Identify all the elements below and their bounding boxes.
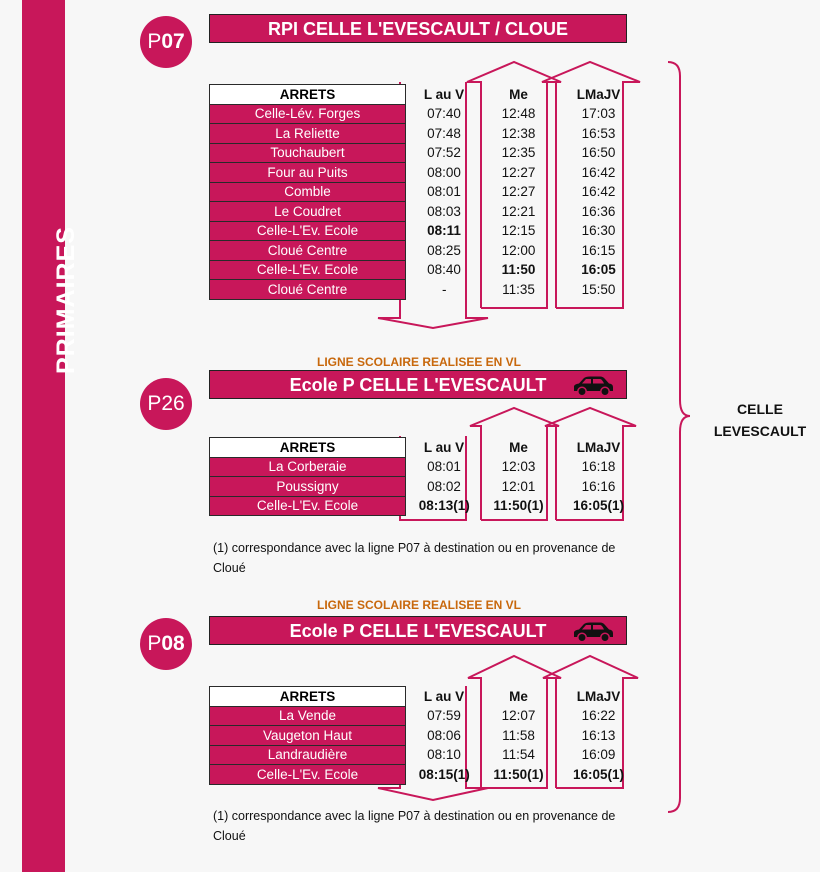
time-lv: 08:25 bbox=[427, 242, 461, 258]
stop-name: Celle-L'Ev. Ecole bbox=[210, 260, 406, 280]
time-lmajv: 16:16 bbox=[581, 478, 616, 494]
time-lmajv: 16:30 bbox=[581, 223, 616, 239]
region-label-line: CELLE bbox=[737, 401, 783, 417]
time-me: 12:27 bbox=[501, 164, 536, 180]
region-bracket bbox=[668, 62, 690, 812]
header-me: Me bbox=[509, 688, 528, 704]
time-me: 12:21 bbox=[501, 203, 536, 219]
table-header-row bbox=[210, 438, 639, 458]
time-me: 11:35 bbox=[502, 281, 535, 297]
header-lmajv: LMaJV bbox=[576, 439, 621, 455]
header-lv: L au V bbox=[423, 688, 465, 704]
time-lmajv: 16:22 bbox=[581, 708, 616, 724]
footnote-line: Cloué bbox=[213, 829, 246, 843]
time-lv: 08:06 bbox=[427, 727, 461, 743]
footnote-line: (1) correspondance avec la ligne P07 à destination ou en provenance de bbox=[213, 541, 616, 555]
p26-footnote bbox=[213, 538, 653, 578]
table-row bbox=[210, 104, 639, 124]
p26-title bbox=[209, 370, 627, 399]
time-me: 12:38 bbox=[501, 125, 536, 141]
car-icon bbox=[570, 375, 616, 397]
time-me: 11:50(1) bbox=[493, 498, 544, 514]
p07-title: RPI CELLE L'EVESCAULT / CLOUE bbox=[209, 14, 627, 43]
header-stops: ARRETS bbox=[210, 85, 406, 105]
stop-name: Poussigny bbox=[210, 477, 406, 497]
table-header-row bbox=[210, 85, 639, 105]
stop-name: Cloué Centre bbox=[210, 241, 406, 261]
time-lv: 08:00 bbox=[427, 164, 461, 180]
time-lmajv: 16:15 bbox=[581, 242, 616, 258]
stop-name: Vaugeton Haut bbox=[210, 726, 406, 746]
stop-name: La Reliette bbox=[210, 124, 406, 144]
time-lv: 08:02 bbox=[427, 478, 461, 494]
time-lv: 08:40 bbox=[427, 262, 461, 278]
stop-name: La Corberaie bbox=[210, 457, 406, 477]
time-lmajv: 16:05 bbox=[581, 262, 616, 278]
table-row bbox=[210, 726, 639, 746]
table-row bbox=[210, 765, 639, 785]
stop-name: Cloué Centre bbox=[210, 280, 406, 300]
time-lmajv: 16:05(1) bbox=[572, 766, 625, 782]
stop-name: Touchaubert bbox=[210, 143, 406, 163]
table-row bbox=[210, 477, 639, 497]
time-lv: 08:15(1) bbox=[418, 766, 470, 782]
table-row bbox=[210, 163, 639, 183]
time-me: 11:54 bbox=[502, 747, 535, 763]
time-lmajv: 16:05(1) bbox=[572, 498, 625, 514]
sidebar-band bbox=[22, 0, 80, 872]
time-me: 11:58 bbox=[502, 727, 535, 743]
time-me: 12:48 bbox=[501, 106, 536, 122]
p26-vl-note: LIGNE SCOLAIRE REALISEE EN VL bbox=[316, 355, 522, 369]
time-lmajv: 17:03 bbox=[581, 106, 616, 122]
table-row bbox=[210, 706, 639, 726]
footnote-line: Cloué bbox=[213, 561, 246, 575]
stop-name: Landraudière bbox=[210, 745, 406, 765]
time-lv: 08:03 bbox=[427, 203, 461, 219]
table-row bbox=[210, 124, 639, 144]
header-lv: L au V bbox=[423, 86, 465, 102]
region-label bbox=[700, 398, 820, 442]
p08-title-text: Ecole P CELLE L'EVESCAULT bbox=[289, 621, 547, 641]
table-row bbox=[210, 260, 639, 280]
stop-name: Comble bbox=[210, 182, 406, 202]
p08-timetable bbox=[209, 686, 639, 785]
time-lv: 08:10 bbox=[427, 747, 461, 763]
stop-name: Celle-Lév. Forges bbox=[210, 104, 406, 124]
time-lv: 07:40 bbox=[427, 106, 461, 122]
p08-footnote bbox=[213, 806, 653, 846]
table-row bbox=[210, 182, 639, 202]
time-lv: 08:11 bbox=[427, 223, 461, 239]
header-stops: ARRETS bbox=[210, 438, 406, 458]
table-row bbox=[210, 745, 639, 765]
table-row bbox=[210, 241, 639, 261]
time-me: 12:27 bbox=[501, 184, 536, 200]
footnote-line: (1) correspondance avec la ligne P07 à destination ou en provenance de bbox=[213, 809, 616, 823]
table-row bbox=[210, 457, 639, 477]
header-stops: ARRETS bbox=[210, 687, 406, 707]
time-lv: 07:52 bbox=[427, 145, 461, 161]
time-me: 12:07 bbox=[501, 708, 536, 724]
time-lv: 07:59 bbox=[427, 708, 461, 724]
p26-timetable bbox=[209, 437, 639, 516]
p26-title-text: Ecole P CELLE L'EVESCAULT bbox=[289, 375, 547, 395]
time-lv: 08:13(1) bbox=[418, 498, 470, 514]
stop-name: Celle-L'Ev. Ecole bbox=[210, 496, 406, 516]
header-lmajv: LMaJV bbox=[576, 86, 621, 102]
line-badge-p07: P07 bbox=[140, 16, 192, 68]
time-lmajv: 16:42 bbox=[581, 164, 616, 180]
line-badge-p08: P08 bbox=[140, 618, 192, 670]
stop-name: Celle-L'Ev. Ecole bbox=[210, 221, 406, 241]
stop-name: La Vende bbox=[210, 706, 406, 726]
table-row bbox=[210, 143, 639, 163]
header-lv: L au V bbox=[423, 439, 465, 455]
time-lv: - bbox=[442, 281, 447, 297]
time-lmajv: 16:18 bbox=[581, 459, 616, 475]
time-lmajv: 16:36 bbox=[581, 203, 616, 219]
time-me: 12:35 bbox=[501, 145, 536, 161]
time-me: 12:00 bbox=[501, 242, 536, 258]
table-header-row bbox=[210, 687, 639, 707]
region-label-line: LEVESCAULT bbox=[713, 423, 807, 439]
time-lmajv: 16:50 bbox=[581, 145, 616, 161]
time-lv: 07:48 bbox=[427, 125, 461, 141]
stop-name: Celle-L'Ev. Ecole bbox=[210, 765, 406, 785]
time-lmajv: 16:53 bbox=[581, 125, 616, 141]
time-lv: 08:01 bbox=[427, 184, 461, 200]
time-me: 11:50 bbox=[501, 262, 536, 278]
header-me: Me bbox=[509, 86, 528, 102]
time-lmajv: 16:42 bbox=[581, 184, 616, 200]
stop-name: Le Coudret bbox=[210, 202, 406, 222]
p08-vl-note: LIGNE SCOLAIRE REALISEE EN VL bbox=[316, 598, 522, 612]
time-lmajv: 15:50 bbox=[581, 281, 616, 297]
time-lmajv: 16:09 bbox=[581, 747, 616, 763]
time-me: 11:50(1) bbox=[493, 766, 544, 782]
line-badge-p26: P26 bbox=[140, 378, 192, 430]
p07-timetable bbox=[209, 84, 639, 300]
table-row bbox=[210, 496, 639, 516]
stop-name: Four au Puits bbox=[210, 163, 406, 183]
header-me: Me bbox=[509, 439, 528, 455]
time-me: 12:15 bbox=[501, 223, 536, 239]
time-me: 12:03 bbox=[501, 459, 536, 475]
header-lmajv: LMaJV bbox=[576, 688, 621, 704]
p08-title bbox=[209, 616, 627, 645]
table-row bbox=[210, 202, 639, 222]
time-lv: 08:01 bbox=[427, 459, 461, 475]
time-lmajv: 16:13 bbox=[581, 727, 616, 743]
table-row bbox=[210, 221, 639, 241]
car-icon bbox=[570, 621, 616, 643]
sidebar-label: PRIMAIRES bbox=[51, 226, 80, 374]
table-row bbox=[210, 280, 639, 300]
time-me: 12:01 bbox=[501, 478, 536, 494]
